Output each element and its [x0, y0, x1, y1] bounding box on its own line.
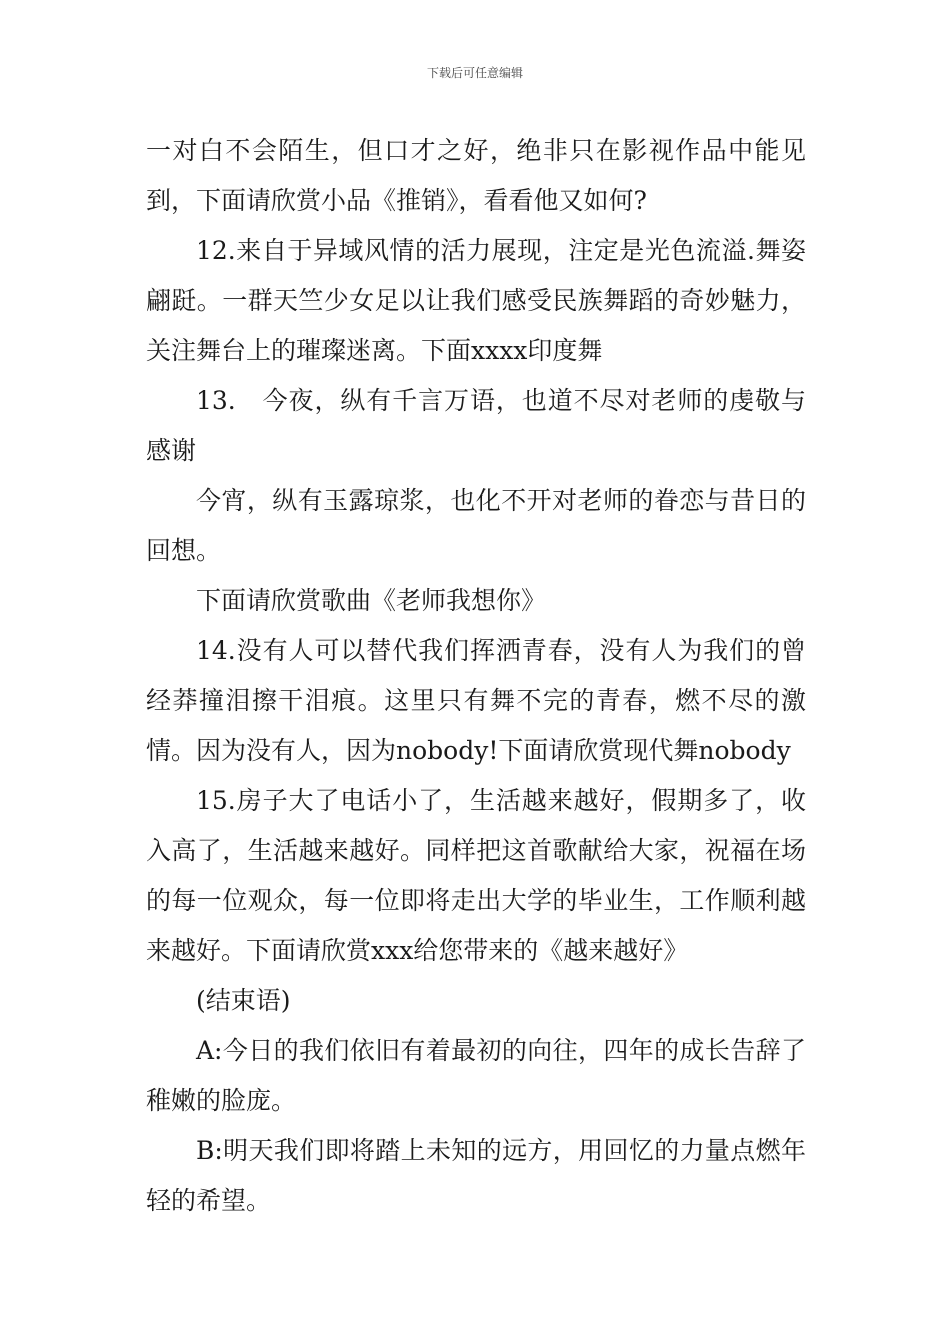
- paragraph: 13. 今夜，纵有千言万语，也道不尽对老师的虔敬与感谢: [146, 386, 806, 465]
- paragraph: 12.来自于异域风情的活力展现，注定是光色流溢.舞姿翩跹。一群天竺少女足以让我们感受民族舞蹈的奇妙魅力，关注舞台上的璀璨迷离。下面xxxx印度舞: [146, 236, 806, 365]
- document-body: [146, 126, 806, 1226]
- paragraph: 一对白不会陌生，但口才之好，绝非只在影视作品中能见到，下面请欣赏小品《推销》，看看他又如何?: [146, 136, 806, 215]
- paragraph: (结束语): [196, 986, 291, 1015]
- paragraph: 今宵，纵有玉露琼浆，也化不开对老师的眷恋与昔日的回想。: [146, 486, 806, 565]
- paragraph: 14.没有人可以替代我们挥洒青春，没有人为我们的曾经莽撞泪擦干泪痕。这里只有舞不完的青春，燃不尽的激情。因为没有人，因为nobody!下面请欣赏现代舞nobody: [146, 636, 806, 765]
- paragraph: 下面请欣赏歌曲《老师我想你》: [196, 586, 547, 615]
- paragraph: A:今日的我们依旧有着最初的向往，四年的成长告辞了稚嫩的脸庞。: [146, 1036, 806, 1115]
- paragraph: 15.房子大了电话小了，生活越来越好，假期多了，收入高了，生活越来越好。同样把这首歌献给大家，祝福在场的每一位观众，每一位即将走出大学的毕业生，工作顺利越来越好。下面请欣赏xxx给您带来的《越来越好》: [146, 786, 806, 965]
- paragraph: B:明天我们即将踏上未知的远方，用回忆的力量点燃年轻的希望。: [146, 1136, 806, 1215]
- page-header-note: 下载后可任意编辑: [426, 66, 523, 80]
